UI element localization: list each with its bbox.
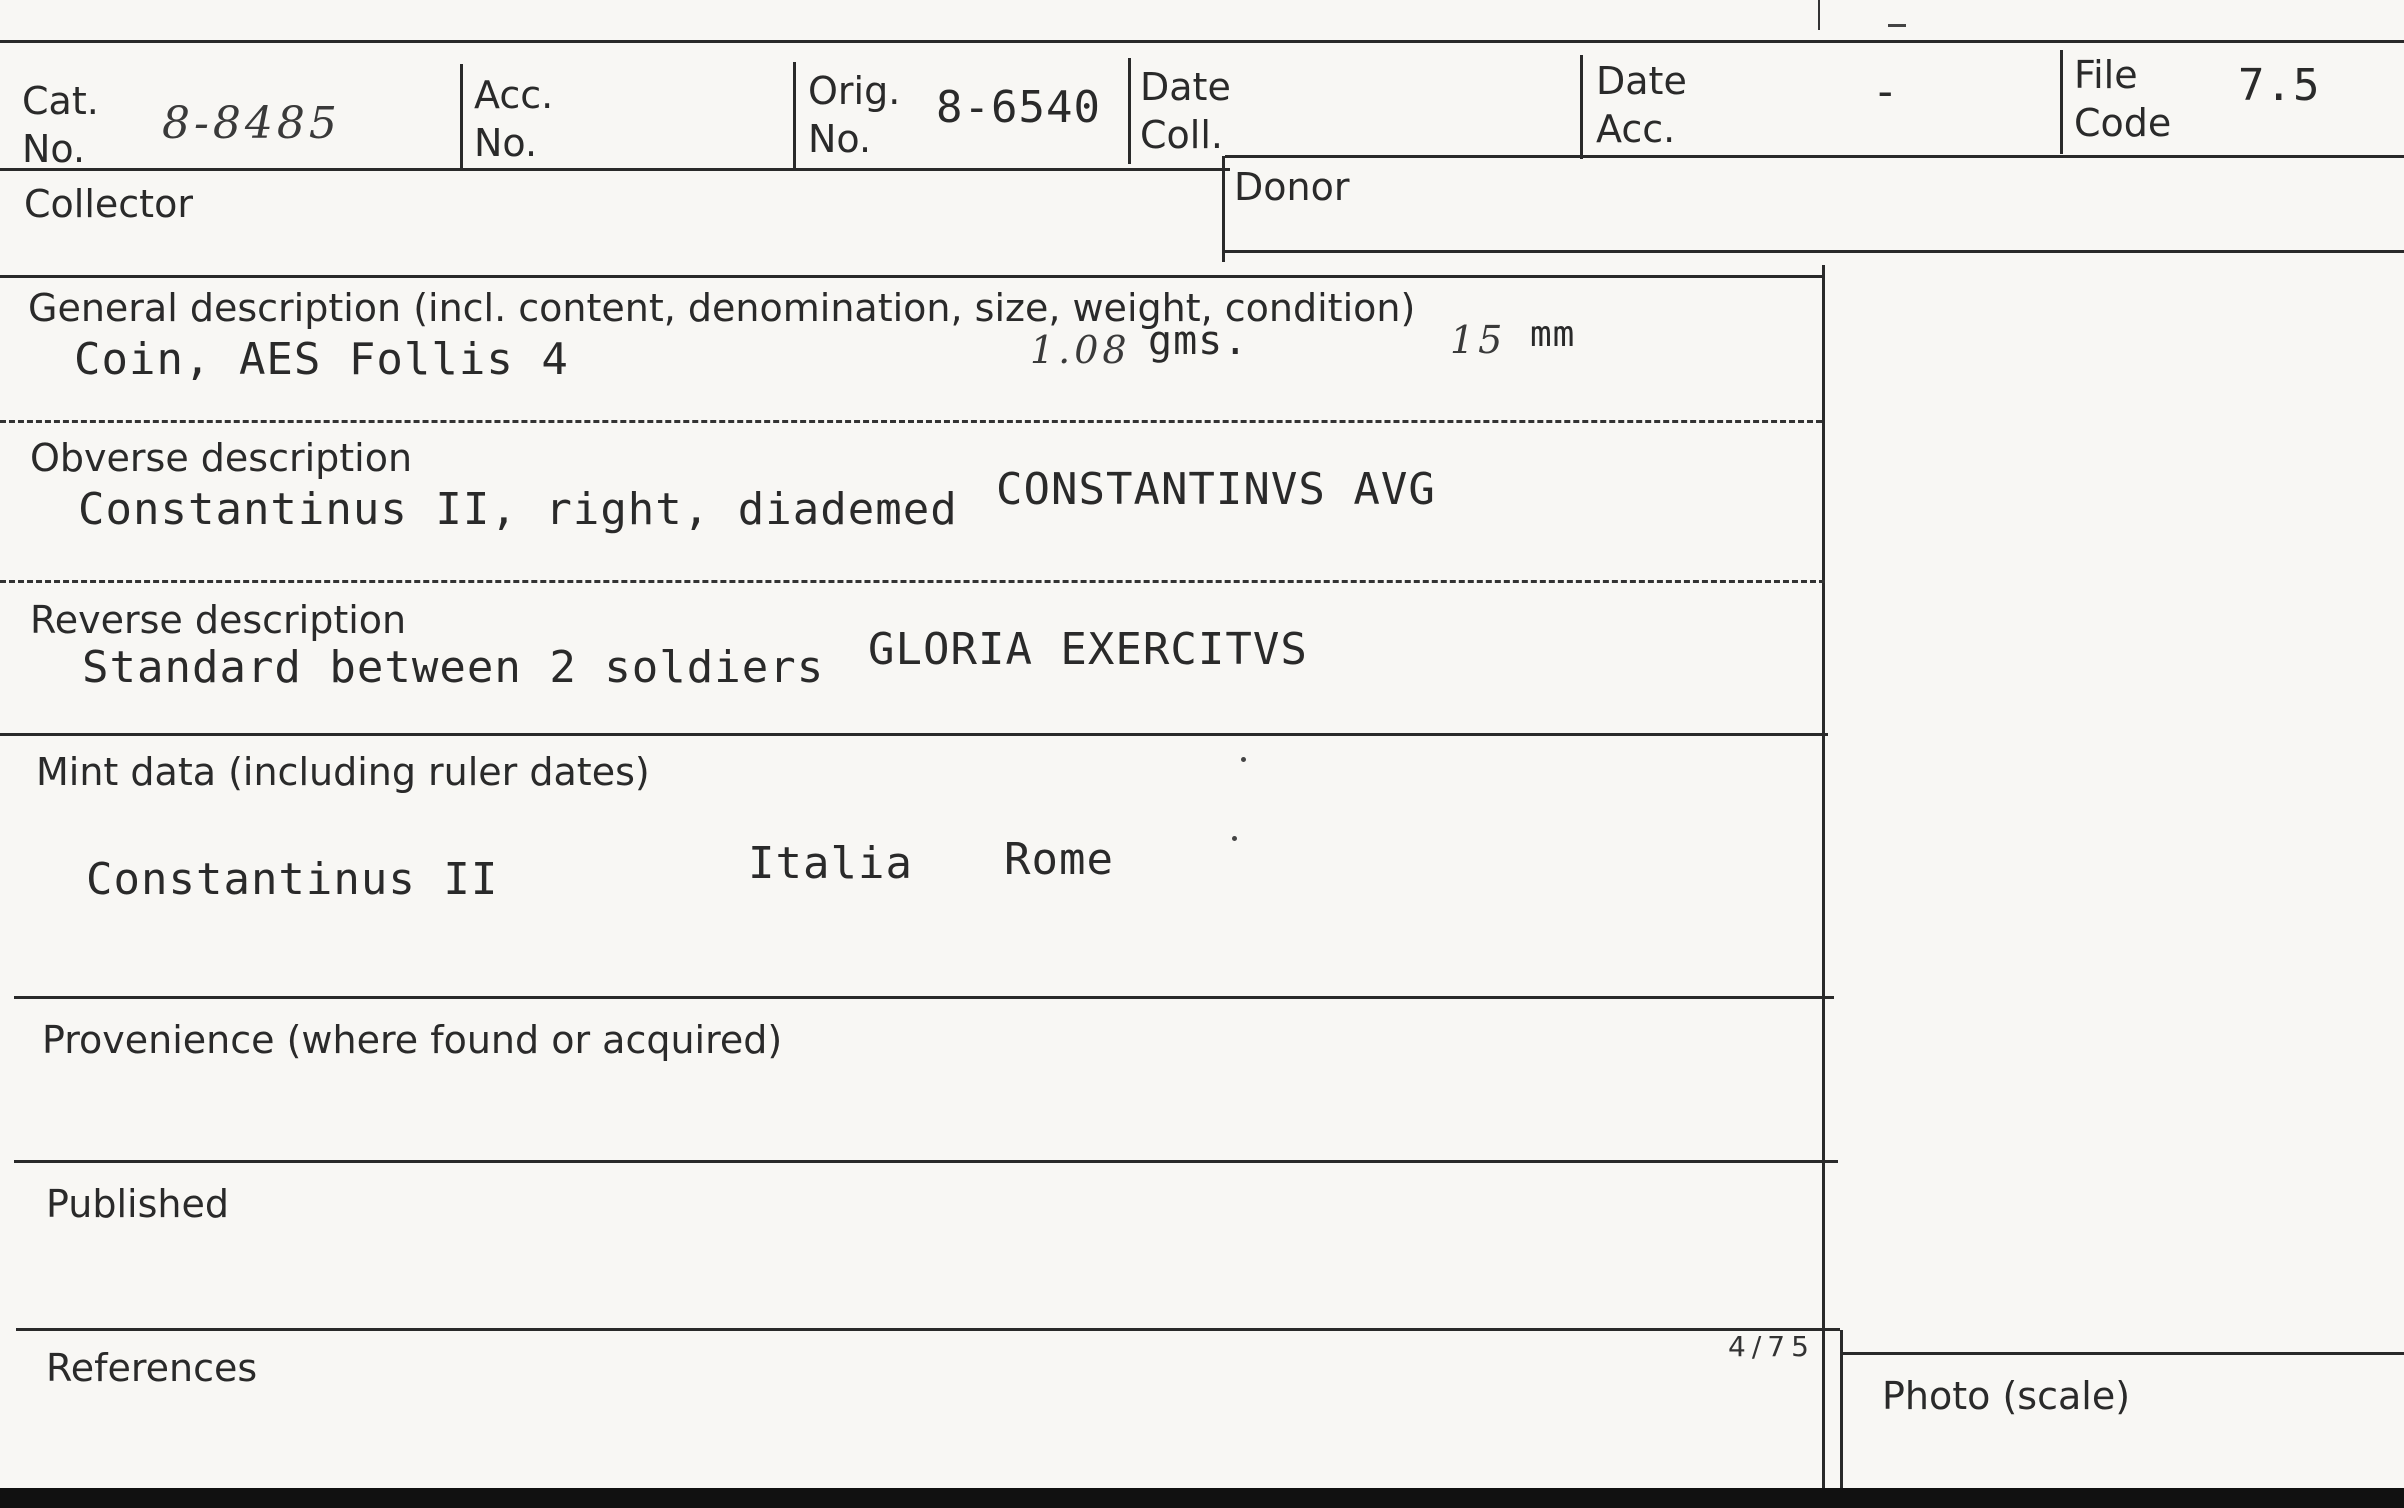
- general-obverse-separator: [0, 420, 1822, 423]
- header-bottom-rule-right: [1225, 155, 2404, 158]
- obverse-legend: CONSTANTINVS AVG: [996, 464, 1436, 515]
- date-acc-label: Date Acc.: [1596, 59, 1687, 151]
- reverse-legend: GLORIA EXERCITVS: [868, 624, 1308, 675]
- reverse-label: Reverse description: [30, 598, 407, 642]
- speck: [1241, 757, 1246, 762]
- header-divider-2: [793, 62, 796, 168]
- reverse-value: Standard between 2 soldiers: [82, 642, 825, 693]
- donor-label: Donor: [1234, 165, 1350, 209]
- weight-unit: gms.: [1148, 318, 1249, 364]
- top-edge-dash: [1888, 24, 1906, 27]
- mint-bottom-rule: [14, 996, 1834, 999]
- reverse-bottom-rule: [0, 733, 1828, 736]
- general-description-label: General description (incl. content, denomination, size, weight, condition): [28, 286, 1416, 330]
- acc-no-label: Acc. No.: [474, 73, 554, 165]
- form-code: 4/75: [1728, 1330, 1815, 1363]
- collector-label: Collector: [24, 182, 193, 226]
- cat-no-label: Cat. No.: [22, 79, 99, 171]
- header-bottom-rule-left: [0, 168, 1230, 171]
- header-divider-5: [2060, 50, 2063, 154]
- mint-city: Rome: [1004, 834, 1114, 885]
- file-code-value: 7.5: [2238, 60, 2321, 111]
- cat-no-value: 8-8485: [162, 98, 341, 149]
- header-divider-3: [1128, 58, 1131, 164]
- photo-left-rule: [1840, 1330, 1843, 1490]
- provenience-label: Provenience (where found or acquired): [42, 1018, 783, 1062]
- date-acc-value: -: [1872, 66, 1900, 117]
- size-value: 15: [1450, 318, 1507, 362]
- weight-value: 1.08: [1030, 328, 1131, 372]
- header-top-rule: [0, 40, 2404, 43]
- photo-label: Photo (scale): [1882, 1374, 2131, 1418]
- date-coll-label: Date Coll.: [1140, 65, 1231, 157]
- header-divider-4: [1580, 55, 1583, 159]
- orig-no-label: Orig. No.: [808, 69, 901, 161]
- obverse-value: Constantinus II, right, diademed: [78, 484, 958, 535]
- photo-top-rule: [1840, 1352, 2404, 1355]
- speck: [1232, 836, 1237, 841]
- size-unit: mm: [1530, 314, 1576, 355]
- mint-ruler: Constantinus II: [86, 854, 499, 905]
- collector-bottom-rule: [0, 275, 1825, 278]
- collector-donor-divider: [1222, 156, 1225, 262]
- provenience-bottom-rule: [14, 1160, 1838, 1163]
- file-code-label: File Code: [2074, 53, 2172, 145]
- obverse-reverse-separator: [0, 580, 1825, 583]
- donor-bottom-rule: [1222, 250, 2404, 253]
- top-edge-mark: [1818, 0, 1820, 30]
- obverse-label: Obverse description: [30, 436, 413, 480]
- card-bottom-edge: [0, 1488, 2404, 1508]
- mint-region: Italia: [748, 838, 913, 889]
- references-label: References: [46, 1346, 258, 1390]
- main-column-divider: [1822, 265, 1825, 1490]
- general-description-value: Coin, AES Follis 4: [74, 334, 569, 385]
- published-bottom-rule: [16, 1328, 1840, 1331]
- published-label: Published: [46, 1182, 229, 1226]
- orig-no-value: 8-6540: [936, 82, 1101, 133]
- mint-label: Mint data (including ruler dates): [36, 750, 650, 794]
- header-divider-1: [460, 64, 463, 170]
